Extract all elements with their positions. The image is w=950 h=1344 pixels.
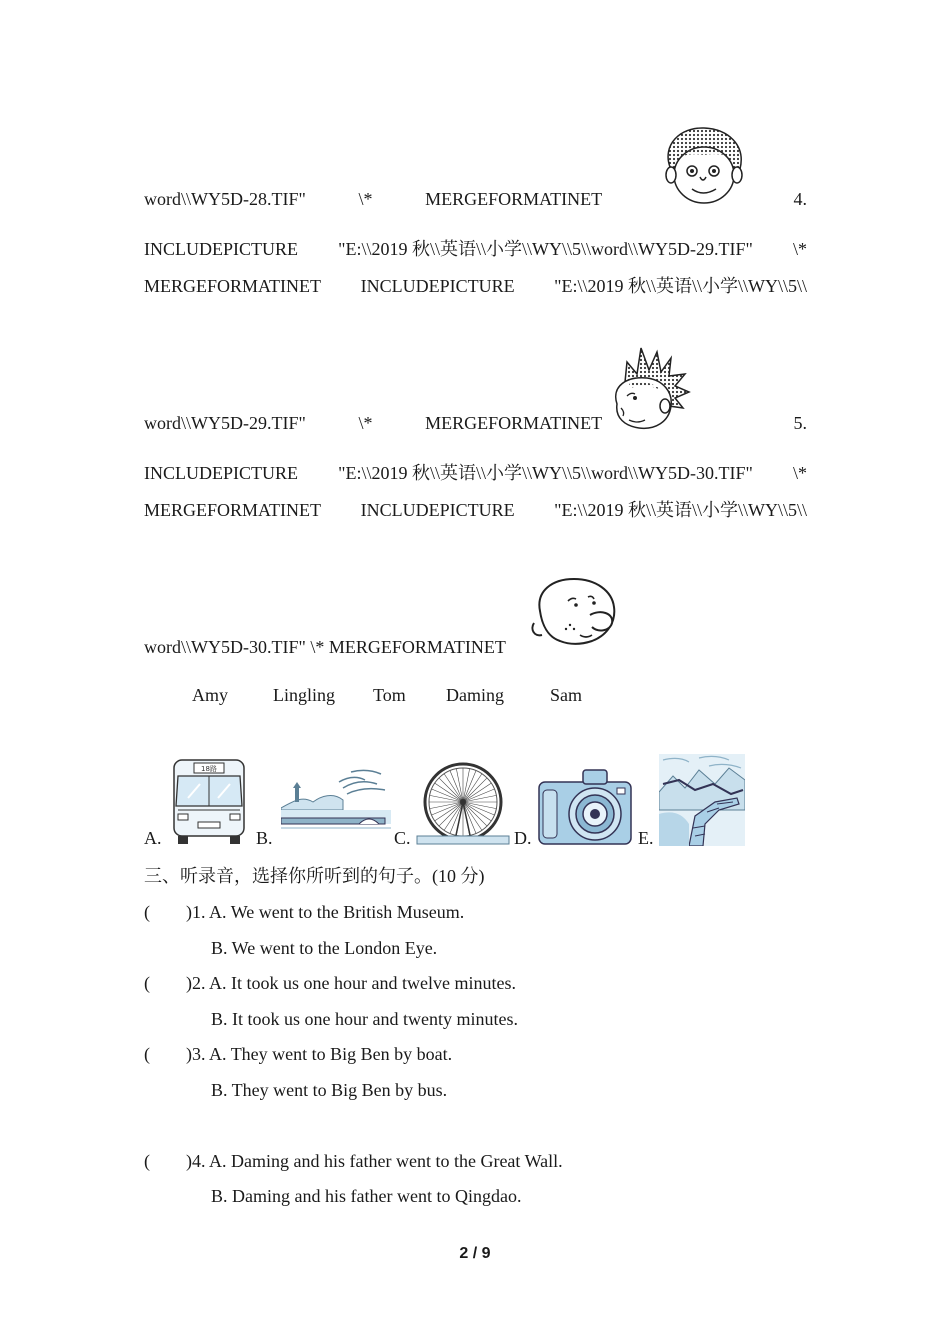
include-field-line-6: [144, 501, 807, 519]
question-3-option-a: [144, 1045, 452, 1063]
option-label-a: A.: [144, 828, 162, 848]
name-amy: Amy: [192, 685, 228, 705]
field-text: "E:\\2019 秋\\英语\\小学\\WY\\5\\word\\WY5D-30.TIF": [338, 463, 753, 483]
include-field-line-1: [144, 190, 807, 208]
field-text: "E:\\2019 秋\\英语\\小学\\WY\\5\\word\\WY5D-29.TIF": [338, 239, 753, 259]
answer-blank[interactable]: ( ): [144, 902, 192, 922]
question-3-option-b: B. They went to Big Ben by bus.: [211, 1080, 448, 1100]
field-text: \*: [792, 239, 807, 259]
field-text: MERGEFORMATINET: [144, 276, 322, 296]
option-label-c: C.: [394, 828, 411, 848]
name-lingling: Lingling: [273, 685, 335, 705]
question-4-option-a: [144, 1152, 563, 1170]
great-wall-picture: [659, 754, 745, 846]
question-1-option-b: B. We went to the London Eye.: [211, 938, 438, 958]
name-daming: Daming: [446, 685, 504, 705]
include-field-line-5: [144, 464, 807, 482]
field-text: MERGEFORMATINET: [144, 500, 322, 520]
bus-picture: [170, 758, 248, 846]
option-a-text: A. Daming and his father went to the Great Wall.: [209, 1151, 563, 1171]
include-field-line-4: [144, 414, 807, 432]
question-4-option-b: B. Daming and his father went to Qingdao.: [211, 1186, 522, 1206]
question-number: 3.: [192, 1044, 206, 1064]
page-number: 2 / 9: [459, 1245, 491, 1262]
section-3-heading: 三、听录音，选择你所听到的句子。(10 分): [144, 866, 485, 886]
question-2-option-b: B. It took us one hour and twenty minutes.: [211, 1009, 518, 1029]
option-label-d: D.: [514, 828, 532, 848]
answer-blank[interactable]: ( ): [144, 1044, 192, 1064]
answer-blank[interactable]: ( ): [144, 973, 192, 993]
option-label-e: E.: [638, 828, 654, 848]
option-a-text: A. We went to the British Museum.: [209, 902, 465, 922]
field-text: \*: [792, 463, 807, 483]
camera-picture: [537, 768, 633, 846]
field-text: INCLUDEPICTURE: [360, 276, 515, 296]
boy-face-round-illustration: [530, 575, 618, 647]
answer-blank[interactable]: ( ): [144, 1151, 192, 1171]
field-text: \*: [358, 189, 373, 209]
question-1-option-a: [144, 903, 464, 921]
item-number: 4.: [793, 189, 807, 209]
option-a-text: A. They went to Big Ben by boat.: [209, 1044, 453, 1064]
field-text: MERGEFORMATINET: [425, 189, 603, 209]
question-number: 1.: [192, 902, 206, 922]
field-text: INCLUDEPICTURE: [144, 239, 298, 259]
bus-sign-text: 18路: [201, 765, 217, 773]
field-text: \*: [358, 413, 373, 433]
lake-landscape-picture: [281, 766, 391, 840]
option-a-text: A. It took us one hour and twelve minutes.: [209, 973, 516, 993]
item-number: 5.: [793, 413, 807, 433]
question-2-option-a: [144, 974, 516, 992]
field-text: INCLUDEPICTURE: [360, 500, 515, 520]
question-number: 2.: [192, 973, 206, 993]
london-eye-picture: [415, 762, 511, 846]
field-text: MERGEFORMATINET: [425, 413, 603, 433]
field-text: "E:\\2019 秋\\英语\\小学\\WY\\5\\: [554, 276, 807, 296]
field-text: word\\WY5D-28.TIF": [144, 189, 306, 209]
field-text: word\\WY5D-29.TIF": [144, 413, 306, 433]
name-sam: Sam: [550, 685, 583, 705]
question-number: 4.: [192, 1151, 206, 1171]
field-text: INCLUDEPICTURE: [144, 463, 298, 483]
name-tom: Tom: [373, 685, 406, 705]
option-label-b: B.: [256, 828, 273, 848]
field-text: "E:\\2019 秋\\英语\\小学\\WY\\5\\: [554, 500, 807, 520]
include-field-line-7: word\\WY5D-30.TIF" \* MERGEFORMATINET: [144, 637, 506, 657]
include-field-line-2: [144, 240, 807, 258]
include-field-line-3: [144, 277, 807, 295]
